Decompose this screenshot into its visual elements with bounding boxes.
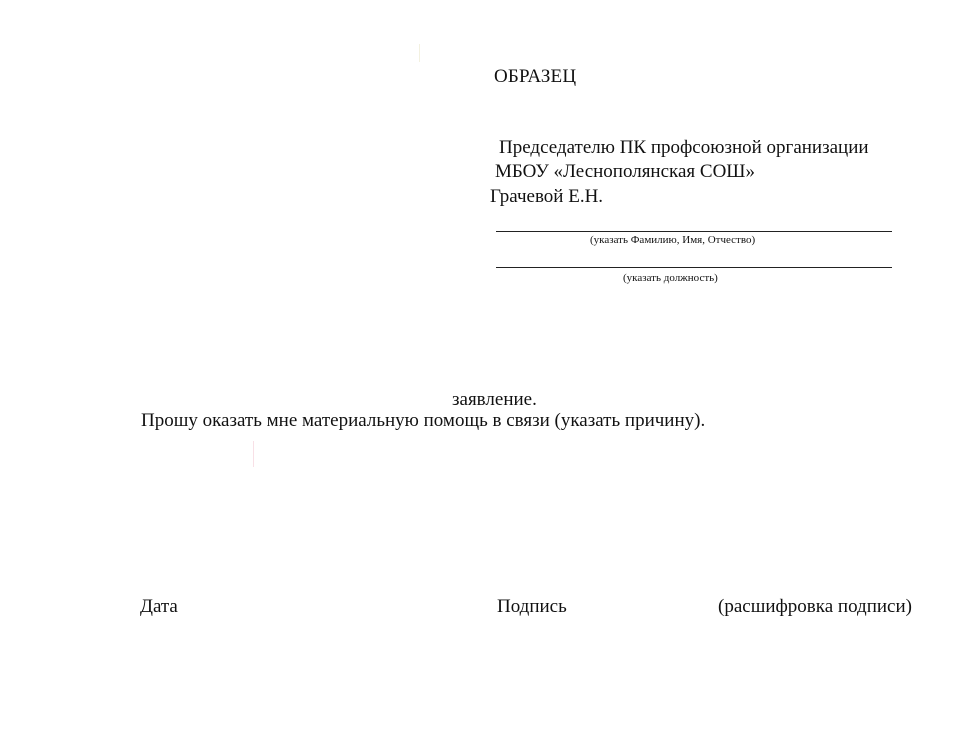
name-blank-line: [496, 231, 892, 232]
statement-heading: заявление.: [452, 389, 537, 410]
name-field-hint: (указать Фамилию, Имя, Отчество): [590, 234, 756, 246]
document-title: ОБРАЗЕЦ: [494, 66, 577, 87]
addressee-line-3: Грачевой Е.Н.: [490, 186, 604, 207]
addressee-line-1: Председателю ПК профсоюзной организации: [499, 137, 869, 158]
scan-artifact: [419, 44, 420, 62]
signature-label: Подпись: [497, 596, 567, 617]
date-label: Дата: [140, 596, 178, 617]
statement-body: Прошу оказать мне материальную помощь в связи (указать причину).: [141, 410, 706, 431]
scan-artifact: [253, 441, 254, 467]
signature-decoding-label: (расшифровка подписи): [718, 596, 912, 617]
position-blank-line: [496, 267, 892, 268]
addressee-line-2: МБОУ «Леснополянская СОШ»: [495, 161, 755, 182]
position-field-hint: (указать должность): [623, 272, 718, 284]
